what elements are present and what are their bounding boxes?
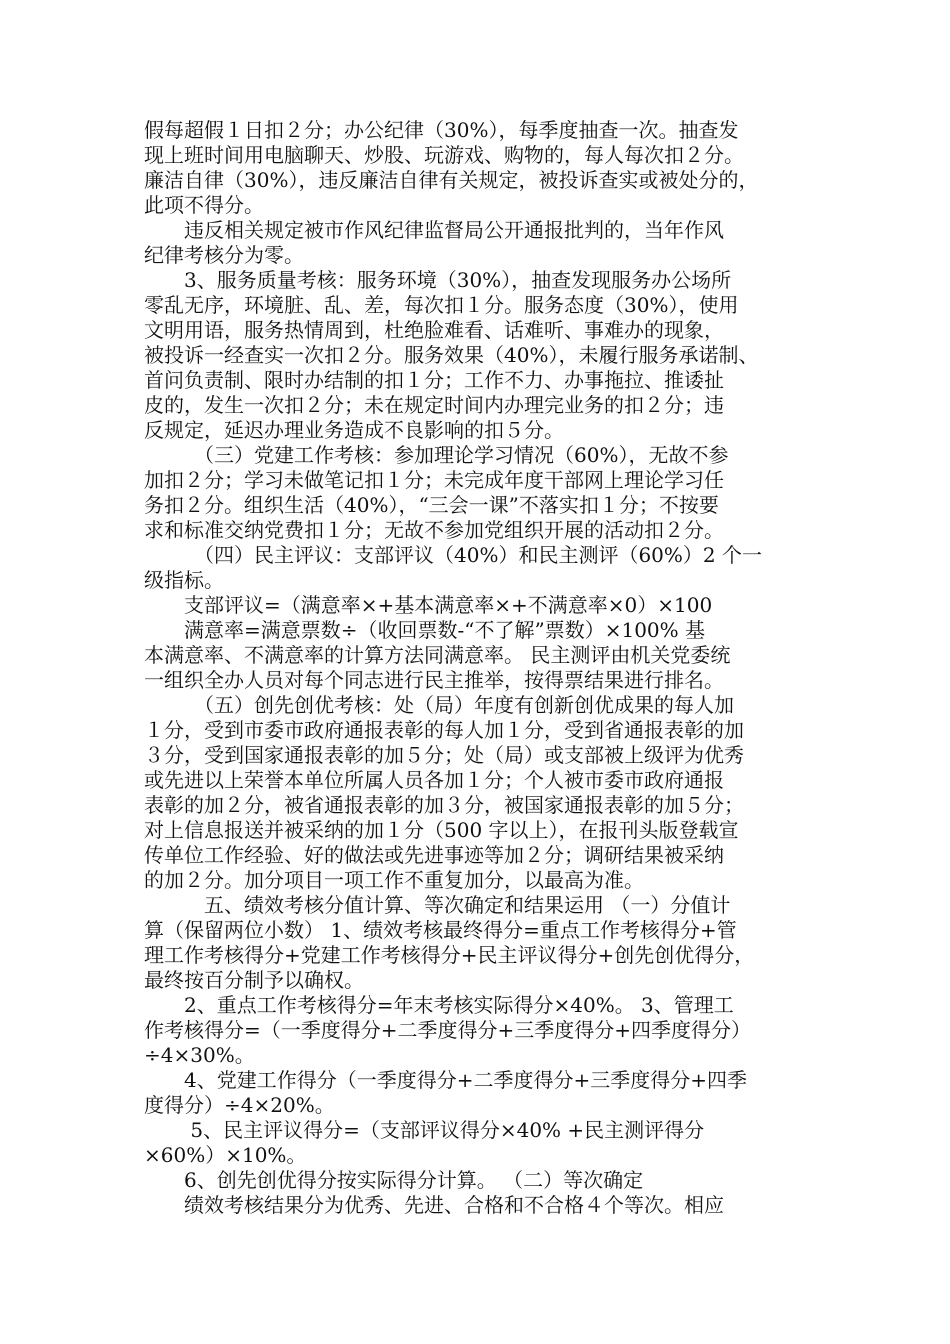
text-line: 纪律考核分为零。 bbox=[144, 243, 304, 267]
text-line: 零乱无序，环境脏、乱、差，每次扣１分。服务态度（30%），使用 bbox=[144, 293, 739, 317]
text-line: 3、服务质量考核：服务环境（30%），抽查发现服务办公场所 bbox=[144, 268, 732, 292]
text-line: 文明用语，服务热情周到，杜绝脸难看、话难听、事难办的现象， bbox=[144, 318, 724, 342]
text-line: ×60%）×10%。 bbox=[144, 1143, 307, 1167]
text-line: ３分，受到国家通报表彰的加５分；处（局）或支部被上级评为优秀 bbox=[144, 743, 744, 767]
text-line: 此项不得分。 bbox=[144, 193, 264, 217]
text-line: 求和标准交纳党费扣１分；无故不参加党组织开展的活动扣２分。 bbox=[144, 518, 724, 542]
text-line: 皮的，发生一次扣２分；未在规定时间内办理完业务的扣２分；违 bbox=[144, 393, 724, 417]
text-line: 廉洁自律（30%），违反廉洁自律有关规定，被投诉查实或被处分的， bbox=[144, 168, 759, 192]
text-line: 加扣２分；学习未做笔记扣１分；未完成年度干部网上理论学习任 bbox=[144, 468, 724, 492]
text-line: 度得分）÷4×20%。 bbox=[144, 1093, 335, 1117]
text-line: （四）民主评议：支部评议（40%）和民主测评（60%）2 个一 bbox=[144, 543, 762, 567]
text-line: 反规定，延迟办理业务造成不良影响的扣５分。 bbox=[144, 418, 564, 442]
text-line: ÷4×30%。 bbox=[144, 1043, 255, 1067]
text-line: 级指标。 bbox=[144, 568, 224, 592]
text-line: 的加２分。加分项目一项工作不重复加分，以最高为准。 bbox=[144, 868, 644, 892]
text-line: 务扣２分。组织生活（40%），“三会一课”不落实扣１分；不按要 bbox=[144, 493, 719, 517]
text-line: 本满意率、不满意率的计算方法同满意率。 民主测评由机关党委统 bbox=[144, 643, 731, 667]
text-line: １分，受到市委市政府通报表彰的每人加１分，受到省通报表彰的加 bbox=[144, 718, 744, 742]
text-line: 4、党建工作得分（一季度得分+二季度得分+三季度得分+四季 bbox=[144, 1068, 747, 1092]
text-line: 最终按百分制予以确权。 bbox=[144, 968, 364, 992]
text-line: 五、绩效考核分值计算、等次确定和结果运用 （一）分值计 bbox=[144, 893, 731, 917]
text-line: 假每超假１日扣２分；办公纪律（30%），每季度抽查一次。抽查发 bbox=[144, 118, 739, 142]
text-line: 一组织全办人员对每个同志进行民主推举，按得票结果进行排名。 bbox=[144, 668, 724, 692]
text-line: 对上信息报送并被采纳的加１分（500 字以上），在报刊头版登载宣 bbox=[144, 818, 739, 842]
text-line: （三）党建工作考核：参加理论学习情况（60%），无故不参 bbox=[144, 443, 729, 467]
text-line: 理工作考核得分+党建工作考核得分+民主评议得分+创先创优得分， bbox=[144, 943, 755, 967]
text-line: 作考核得分=（一季度得分+二季度得分+三季度得分+四季度得分） bbox=[144, 1018, 752, 1042]
text-line: 被投诉一经查实一次扣２分。服务效果（40%），未履行服务承诺制、 bbox=[144, 343, 759, 367]
text-line: 表彰的加２分，被省通报表彰的加３分，被国家通报表彰的加５分； bbox=[144, 793, 744, 817]
text-line: 现上班时间用电脑聊天、炒股、玩游戏、购物的，每人每次扣２分。 bbox=[144, 143, 744, 167]
text-line: 传单位工作经验、好的做法或先进事迹等加２分；调研结果被采纳 bbox=[144, 843, 724, 867]
text-line: 满意率=满意票数÷（收回票数-“不了解”票数）×100% 基 bbox=[144, 618, 706, 642]
text-line: （五）创先创优考核：处（局）年度有创新创优成果的每人加 bbox=[144, 693, 734, 717]
text-line: 算（保留两位小数） 1、绩效考核最终得分=重点工作考核得分+管 bbox=[144, 918, 737, 942]
text-line: 6、创先创优得分按实际得分计算。 （二）等次确定 bbox=[144, 1168, 644, 1192]
text-line: 2、重点工作考核得分=年末考核实际得分×40%。 3、管理工 bbox=[144, 993, 734, 1017]
text-line: 或先进以上荣誉本单位所属人员各加１分；个人被市委市政府通报 bbox=[144, 768, 724, 792]
text-line: 5、民主评议得分=（支部评议得分×40% +民主测评得分 bbox=[144, 1118, 705, 1142]
document-body bbox=[144, 118, 816, 1218]
text-line: 绩效考核结果分为优秀、先进、合格和不合格４个等次。相应 bbox=[144, 1193, 724, 1217]
text-line: 首问负责制、限时办结制的扣１分；工作不力、办事拖拉、推诿扯 bbox=[144, 368, 724, 392]
text-line: 支部评议=（满意率×+基本满意率×+不满意率×0）×100 bbox=[144, 593, 713, 617]
text-line: 违反相关规定被市作风纪律监督局公开通报批判的，当年作风 bbox=[144, 218, 724, 242]
